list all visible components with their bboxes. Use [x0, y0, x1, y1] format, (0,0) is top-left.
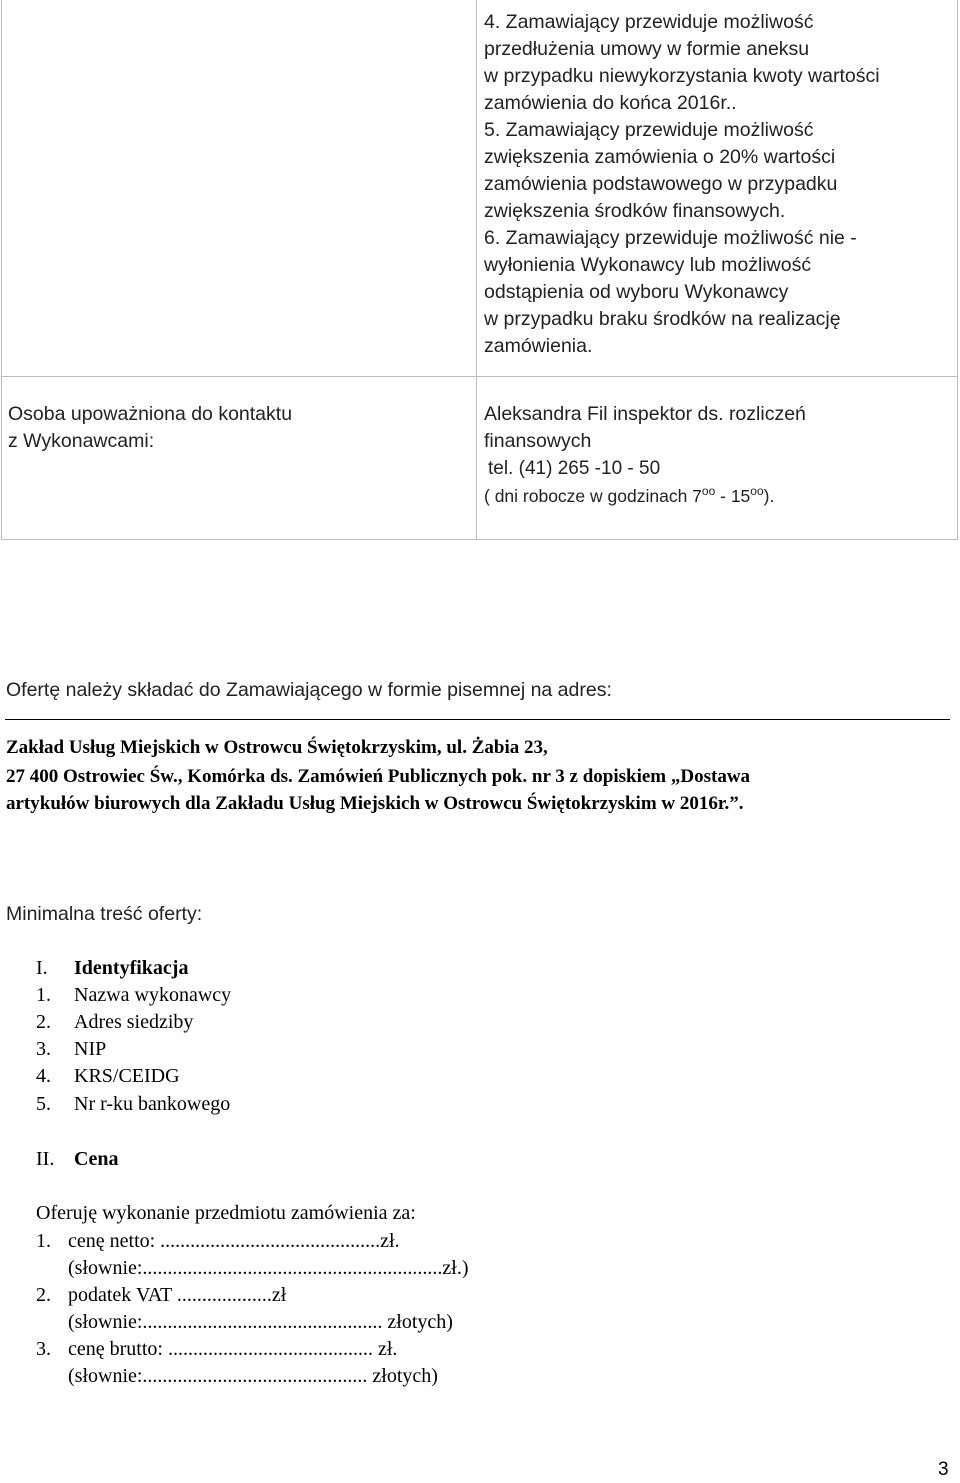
contact-label: Osoba upoważniona do kontaktu — [8, 403, 293, 425]
list-item — [36, 1009, 193, 1036]
contact-hours-prefix: ( dni robocze w godzinach 7 — [484, 486, 702, 506]
price-intro: Oferuję wykonanie przedmiotu zamówienia za: — [36, 1202, 416, 1224]
conditions-line: w przypadku braku środków na realizację — [484, 308, 841, 330]
list-item-text: Nr r-ku bankowego — [74, 1093, 231, 1115]
conditions-line: zwiększenia środków finansowych. — [484, 200, 786, 222]
divider-rule — [5, 719, 950, 720]
price-item-number: 1. — [36, 1230, 51, 1252]
page-number: 3 — [938, 1459, 949, 1480]
list-item-number: 2. — [36, 1011, 51, 1033]
list-item — [36, 1063, 180, 1090]
list-item-number: 1. — [36, 984, 51, 1006]
offer-instruction: Ofertę należy składać do Zamawiającego w formie pisemnej na adres: — [6, 679, 612, 701]
conditions-line: odstąpienia od wyboru Wykonawcy — [484, 281, 789, 303]
conditions-line: 4. Zamawiający przewiduje możliwość — [484, 11, 814, 33]
conditions-line: 6. Zamawiający przewiduje możliwość nie - — [484, 227, 857, 249]
price-item-words: (słownie:............................................................zł.) — [68, 1257, 469, 1279]
list-item-text: NIP — [74, 1038, 107, 1060]
section-number: I. — [36, 957, 48, 979]
conditions-text-block — [484, 9, 954, 360]
list-item-text: KRS/CEIDG — [74, 1065, 180, 1087]
list-item-number: 3. — [36, 1038, 51, 1060]
table-column-divider — [476, 0, 477, 539]
list-item — [36, 982, 231, 1009]
contact-hours-sup-start: oo — [701, 484, 716, 498]
price-item-text: cenę brutto: ......................................... zł. — [68, 1338, 398, 1360]
contact-hours-mid: - 15 — [715, 486, 751, 506]
contact-label-cont: z Wykonawcami: — [8, 430, 155, 452]
price-item-words: (słownie:............................................. złotych) — [68, 1365, 438, 1387]
price-item-number: 3. — [36, 1338, 51, 1360]
conditions-line: zamówienia podstawowego w przypadku — [484, 173, 838, 195]
contact-department: finansowych — [484, 430, 592, 452]
section-number: II. — [36, 1148, 55, 1170]
conditions-line: 5. Zamawiający przewiduje możliwość — [484, 119, 814, 141]
price-item-text: podatek VAT ...................zł — [68, 1284, 287, 1306]
conditions-line: wyłonienia Wykonawcy lub możliwość — [484, 254, 812, 276]
conditions-line: zamówienia do końca 2016r.. — [484, 92, 737, 114]
conditions-line: przedłużenia umowy w formie aneksu — [484, 38, 810, 60]
list-item-number: 4. — [36, 1065, 51, 1087]
address-line: artykułów biurowych dla Zakładu Usług Miejskich w Ostrowcu Świętokrzyskim w 2016r.”. — [6, 793, 744, 814]
contact-hours-suffix: ). — [763, 486, 775, 506]
address-line: 27 400 Ostrowiec Św., Komórka ds. Zamówień Publicznych pok. nr 3 z dopiskiem „Dostawa — [6, 766, 751, 787]
list-item-text: Adres siedziby — [74, 1011, 194, 1033]
table-row-divider — [2, 376, 957, 377]
contact-hours — [484, 483, 774, 510]
contact-phone: tel. (41) 265 -10 - 50 — [488, 458, 661, 479]
section-cena — [36, 1146, 118, 1173]
price-item-words: (słownie:................................................ złotych) — [68, 1311, 453, 1333]
contact-name: Aleksandra Fil inspektor ds. rozliczeń — [484, 403, 806, 425]
address-line: Zakład Usług Miejskich w Ostrowcu Świętokrzyskim, ul. Żabia 23, — [6, 737, 548, 758]
list-item-number: 5. — [36, 1093, 51, 1115]
contact-hours-sup-end: oo — [750, 484, 764, 498]
price-item — [36, 1282, 286, 1309]
conditions-line: w przypadku niewykorzystania kwoty wartości — [484, 65, 880, 87]
list-item — [36, 1091, 230, 1118]
conditions-line: zwiększenia zamówienia o 20% wartości — [484, 146, 836, 168]
section-identyfikacja — [36, 955, 188, 982]
price-item — [36, 1228, 400, 1255]
price-item-number: 2. — [36, 1284, 51, 1306]
price-item — [36, 1336, 397, 1363]
section-title: Identyfikacja — [74, 957, 189, 979]
conditions-line: zamówienia. — [484, 335, 593, 357]
list-item — [36, 1036, 106, 1063]
list-item-text: Nazwa wykonawcy — [74, 984, 232, 1006]
section-title: Cena — [74, 1148, 119, 1170]
price-item-text: cenę netto: ............................................zł. — [68, 1230, 400, 1252]
minimal-heading: Minimalna treść oferty: — [6, 903, 203, 925]
